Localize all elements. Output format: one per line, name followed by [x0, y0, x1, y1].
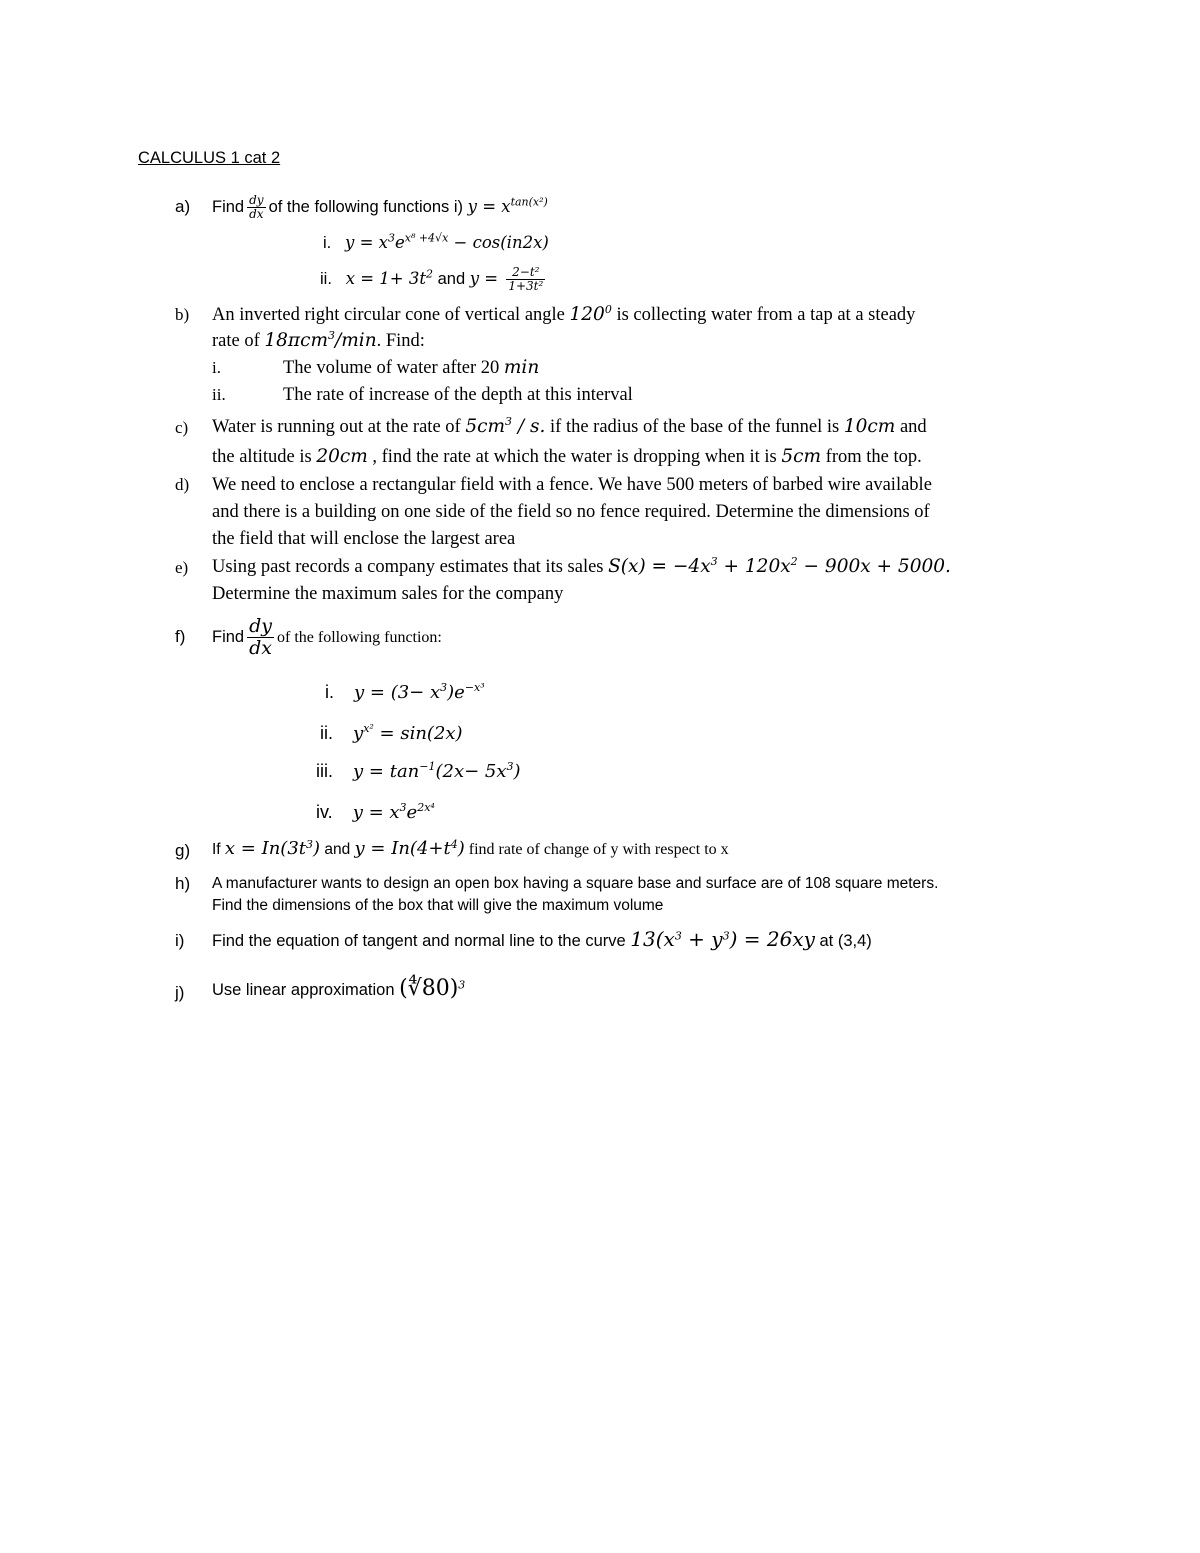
item-exponent: 2x⁴	[417, 801, 435, 814]
expr-part: ) = 26xy	[729, 927, 815, 951]
question-a-text: of the following functions i)	[268, 198, 464, 217]
text-span: An inverted right circular cone of vertical angle	[212, 305, 570, 325]
page-title: CALCULUS 1 cat 2	[138, 149, 281, 167]
item-expr-part: y = (3− x	[354, 682, 441, 703]
question-e-line-1	[212, 556, 951, 578]
question-f-label: f)	[175, 627, 186, 646]
item-expr-part: = sin(2x)	[373, 723, 463, 744]
text-span: from the top.	[821, 447, 922, 467]
question-i-label: i)	[175, 931, 185, 950]
rate-unit: / s.	[512, 416, 546, 437]
text-span: If	[212, 841, 225, 858]
item-expr-part: )e	[447, 682, 465, 703]
expr-part: S(x) = −4x	[608, 556, 711, 577]
frac-denominator: dx	[249, 207, 264, 222]
question-a-expr-exponent: tan(x²)	[510, 195, 548, 209]
text-span: at (3,4)	[814, 932, 872, 950]
angle-value: 120	[569, 304, 605, 325]
expr-exponent: 3	[710, 554, 718, 568]
unit: min	[503, 357, 540, 378]
item-expr-part: x = 1+ 3t	[345, 269, 427, 289]
text-span: is collecting water from a tap at a steady	[611, 305, 916, 325]
item-number: iv.	[316, 802, 333, 822]
question-d-label: d)	[175, 475, 190, 494]
question-h-label: h)	[175, 874, 191, 893]
question-f-text: of the following function:	[277, 629, 442, 646]
question-g-line	[212, 838, 729, 861]
text-span: Using past records a company estimates that its sales	[212, 557, 609, 577]
question-b-line-2	[212, 330, 425, 352]
question-f-item-iv	[316, 801, 435, 824]
expr-exponent: 3	[722, 929, 730, 943]
item-exponent: x²	[363, 722, 374, 735]
question-c-line-2	[212, 446, 922, 468]
question-a-label: a)	[175, 197, 191, 216]
rate-exponent: 3	[505, 414, 513, 428]
item-exponent: 3	[506, 760, 514, 773]
expr-exponent: 4	[450, 837, 458, 851]
text-span: The volume of water after 20	[283, 358, 504, 378]
question-a-derivative	[247, 194, 265, 221]
question-g-label: g)	[175, 841, 191, 860]
question-a-line	[212, 194, 548, 221]
question-b-item-i-number: i.	[212, 358, 221, 377]
expr-part: − 900x + 5000.	[797, 556, 951, 577]
frac-numerator: dy	[249, 193, 264, 207]
item-expr-part: e	[406, 802, 418, 823]
question-f-derivative	[247, 616, 274, 659]
question-h-line-2: Find the dimensions of the box that will give the maximum volume	[212, 897, 664, 914]
item-exponent: 2	[426, 267, 434, 281]
expr-exponent: 3	[458, 978, 466, 992]
frac-denominator: 1+3t²	[508, 279, 544, 294]
item-number: i.	[323, 234, 332, 252]
rate-value: 18πcm	[264, 330, 328, 351]
item-expr-part: )	[513, 761, 521, 782]
expr-part: 13(x	[630, 927, 675, 951]
question-d-line-1: We need to enclose a rectangular field with a fence. We have 500 meters of barbed wire available	[212, 475, 932, 495]
question-i-line	[212, 928, 872, 952]
question-a-item-i	[323, 232, 549, 254]
item-exponent: −1	[419, 760, 436, 773]
text-span: find rate of change of y with respect to x	[464, 841, 729, 858]
expr-part: + y	[681, 927, 723, 951]
question-b-line-1	[212, 304, 915, 326]
text-span: . Find:	[376, 331, 425, 351]
expr-part: x = In(3t	[224, 838, 307, 859]
depth-value: 5cm	[781, 446, 822, 467]
item-expr-part: y	[353, 723, 364, 744]
item-and: and	[433, 270, 470, 289]
item-expr-part: y = tan	[353, 761, 420, 782]
question-b-item-ii-number: ii.	[212, 385, 226, 404]
item-number: i.	[325, 682, 334, 702]
frac-denominator: dx	[249, 637, 272, 660]
item-exponent: 3	[387, 231, 395, 245]
expr-part: )	[313, 838, 321, 859]
item-exponent: −x³	[464, 681, 485, 694]
radius-value: 10cm	[843, 416, 896, 437]
rate-unit: /min	[335, 330, 377, 351]
question-e-line-2: Determine the maximum sales for the company	[212, 584, 564, 604]
expr-part: (∜80)	[399, 976, 459, 1001]
question-f-line	[212, 612, 442, 663]
question-f-item-iii	[316, 760, 521, 783]
item-expr-part: e	[394, 233, 405, 252]
expr-part: y = In(4+t	[354, 838, 451, 859]
question-b-item-i	[283, 357, 539, 379]
question-b-label: b)	[175, 305, 190, 324]
item-exponent: 3	[399, 801, 407, 814]
text-span: if the radius of the base of the funnel is	[545, 417, 844, 437]
question-f-find: Find	[212, 628, 245, 646]
text-span: and	[320, 841, 355, 858]
question-d-line-2: and there is a building on one side of the field so no fence required. Determine the dimensions of	[212, 502, 930, 522]
expr-part: + 120x	[717, 556, 791, 577]
question-c-line-1	[212, 416, 927, 438]
item-expr-part: (2x− 5x	[435, 761, 507, 782]
question-b-item-ii: The rate of increase of the depth at this interval	[283, 385, 633, 405]
rate-value: 5cm	[465, 416, 506, 437]
item-number: ii.	[320, 723, 333, 743]
question-j-label: j)	[175, 983, 185, 1002]
question-j-line	[212, 978, 465, 1001]
frac-numerator: 2−t²	[506, 266, 545, 280]
text-span: , find the rate at which the water is dropping when it is	[367, 447, 782, 467]
text-span: Water is running out at the rate of	[212, 417, 466, 437]
text-span: the altitude is	[212, 447, 317, 467]
question-e-label: e)	[175, 558, 189, 577]
item-expr-part: y = x	[352, 802, 400, 823]
item-fraction	[506, 266, 545, 293]
text-span: and	[895, 417, 927, 437]
question-f-item-ii	[320, 722, 463, 745]
question-a-expr: y = x	[467, 197, 511, 217]
rate-exponent: 3	[328, 328, 335, 342]
item-expr-part: − cos(in2x)	[448, 233, 549, 252]
item-exponent: x⁸ +4√x	[404, 231, 449, 245]
item-number: iii.	[316, 761, 333, 781]
question-h-line-1: A manufacturer wants to design an open box having a square base and surface are of 108 square meters.	[212, 875, 939, 892]
question-f-item-i	[325, 681, 485, 704]
question-c-label: c)	[175, 418, 189, 437]
frac-numerator: dy	[249, 615, 273, 638]
expr-exponent: 3	[674, 929, 682, 943]
text-span: Use linear approximation	[212, 981, 400, 999]
angle-exponent: 0	[604, 302, 612, 316]
item-exponent: 3	[440, 681, 448, 694]
expr-exponent: 3	[306, 837, 314, 851]
question-d-line-3: the field that will enclose the largest area	[212, 529, 516, 549]
item-number: ii.	[320, 270, 332, 289]
question-a-find: Find	[212, 198, 245, 217]
expr-exponent: 2	[790, 554, 798, 568]
item-expr-part: y = x	[345, 233, 388, 252]
item-expr-part: y =	[469, 269, 504, 289]
text-span: Find the equation of tangent and normal line to the curve	[212, 932, 631, 950]
question-a-item-ii	[320, 266, 548, 293]
text-span: rate of	[212, 331, 265, 351]
altitude-value: 20cm	[316, 446, 368, 467]
expr-part: )	[457, 838, 465, 859]
